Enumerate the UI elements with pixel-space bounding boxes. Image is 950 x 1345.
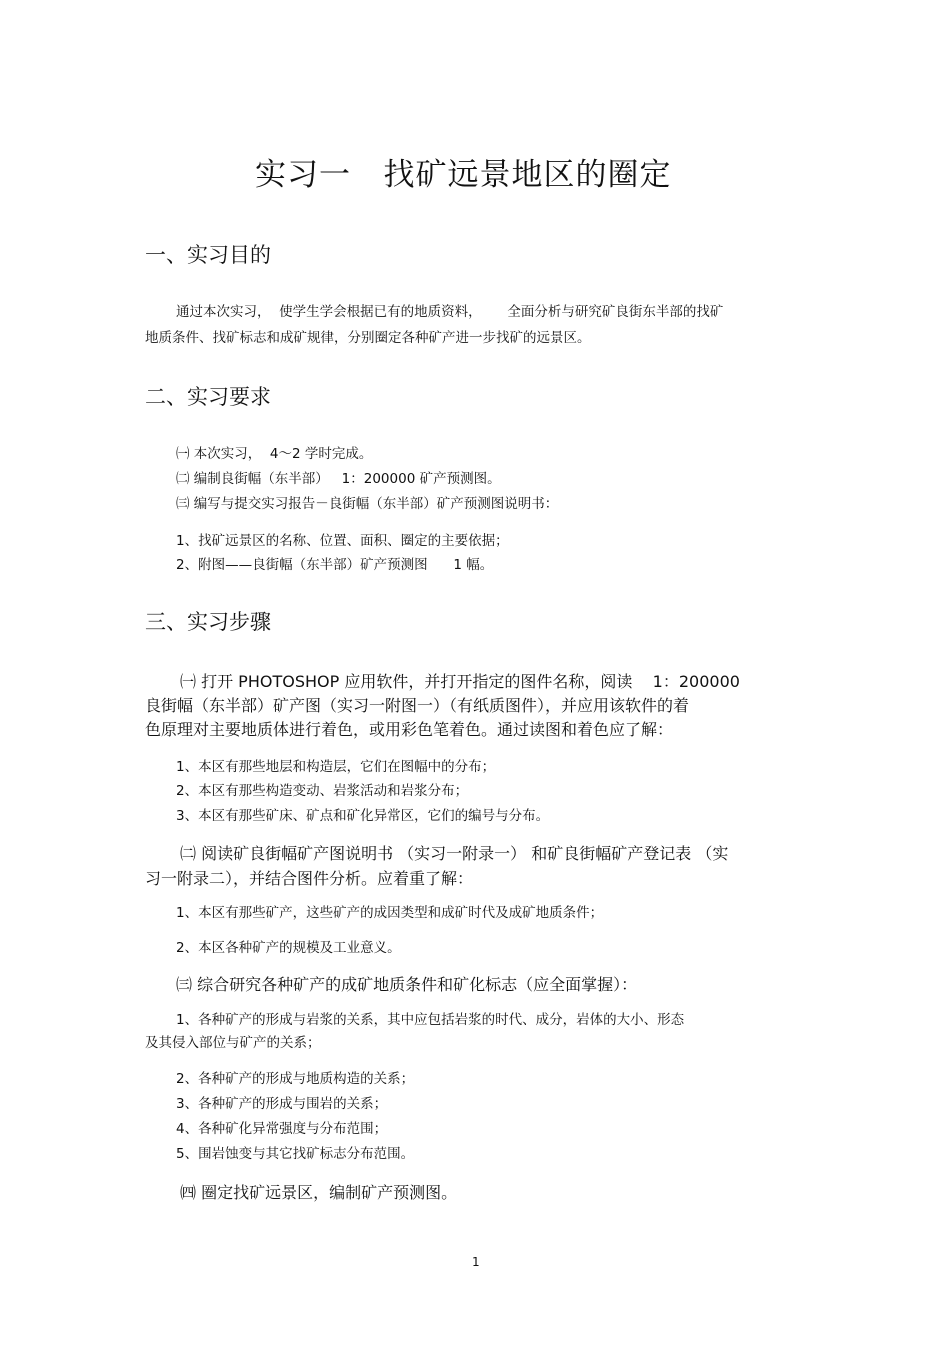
section-1-paragraph-line-1: 通过本次实习， 使学生学会根据已有的地质资料， 全面分析与研究矿良街东半部的找矿 bbox=[176, 304, 724, 320]
step-1-line: 色原理对主要地质体进行着色，或用彩色笔着色。通过读图和着色应了解： bbox=[145, 720, 674, 739]
section-1-paragraph-line-2: 地质条件、找矿标志和成矿规律，分别圈定各种矿产进一步找矿的远景区。 bbox=[145, 330, 591, 346]
section-1-heading: 一、实习目的 bbox=[145, 243, 271, 267]
section-2-heading: 二、实习要求 bbox=[145, 385, 271, 409]
step-4-line: ㈣ 圈定找矿远景区，编制矿产预测图。 bbox=[180, 1183, 458, 1202]
step-3-item-line-1: 1、各种矿产的形成与岩浆的关系，其中应包括岩浆的时代、成分，岩体的大小、形态 bbox=[176, 1012, 685, 1028]
step-1-line: 良街幅（东半部）矿产图（实习一附图一）（有纸质图件），并应用该软件的着 bbox=[145, 696, 690, 715]
step-1-item: 1、本区有那些地层和构造层，它们在图幅中的分布； bbox=[176, 759, 496, 775]
step-3-line: ㈢ 综合研究各种矿产的成矿地质条件和矿化标志（应全面掌握）： bbox=[176, 975, 638, 994]
requirement-item: ㈢ 编写与提交实习报告－良街幅（东半部）矿产预测图说明书： bbox=[176, 496, 559, 512]
requirement-sub-item: 2、附图——良街幅（东半部）矿产预测图 1 幅。 bbox=[176, 557, 494, 573]
step-3-item: 4、各种矿化异常强度与分布范围； bbox=[176, 1121, 388, 1137]
section-3-heading: 三、实习步骤 bbox=[145, 610, 271, 634]
step-3-item: 5、围岩蚀变与其它找矿标志分布范围。 bbox=[176, 1146, 415, 1162]
step-2-item: 2、本区各种矿产的规模及工业意义。 bbox=[176, 940, 401, 956]
requirement-sub-item: 1、找矿远景区的名称、位置、面积、圈定的主要依据； bbox=[176, 533, 509, 549]
step-3-item: 3、各种矿产的形成与围岩的关系； bbox=[176, 1096, 388, 1112]
step-2-item: 1、本区有那些矿产，这些矿产的成因类型和成矿时代及成矿地质条件； bbox=[176, 905, 604, 921]
step-2-line: ㈡ 阅读矿良街幅矿产图说明书 （实习一附录一） 和矿良街幅矿产登记表 （实 bbox=[180, 844, 729, 863]
page-title: 实习一 找矿远景地区的圈定 bbox=[255, 157, 672, 193]
step-3-item-line-2: 及其侵入部位与矿产的关系； bbox=[145, 1035, 321, 1051]
step-1-item: 3、本区有那些矿床、矿点和矿化异常区，它们的编号与分布。 bbox=[176, 808, 550, 824]
step-3-item: 2、各种矿产的形成与地质构造的关系； bbox=[176, 1071, 415, 1087]
step-1-line: ㈠ 打开 PHOTOSHOP 应用软件，并打开指定的图件名称，阅读 1：200000 bbox=[180, 672, 740, 691]
page-number: 1 bbox=[472, 1255, 480, 1269]
step-2-line: 习一附录二），并结合图件分析。应着重了解： bbox=[145, 869, 474, 888]
step-1-item: 2、本区有那些构造变动、岩浆活动和岩浆分布； bbox=[176, 783, 469, 799]
requirement-item: ㈠ 本次实习， 4～2 学时完成。 bbox=[176, 446, 373, 462]
requirement-item: ㈡ 编制良街幅（东半部） 1：200000 矿产预测图。 bbox=[176, 471, 501, 487]
